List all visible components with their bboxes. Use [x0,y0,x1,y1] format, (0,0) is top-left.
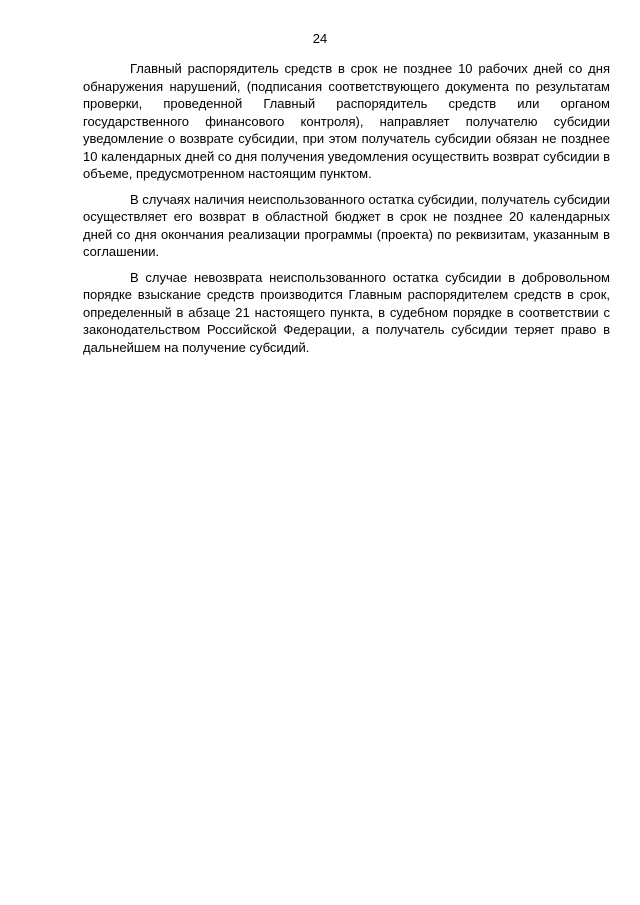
page-number: 24 [312,31,328,46]
document-body [83,60,610,364]
paragraph-unused-balance-return: В случаях наличия неиспользованного остатка субсидии, получатель субсидии осуществляет его возврат в областной бюджет в срок не позднее 20 календарных дней со дня окончания реализации программы (проекта) по реквизитам, указанным в соглашении. [83,191,610,259]
paragraph-court-recovery: В случае невозврата неиспользованного остатка субсидии в добровольном порядке взыскание средств производится Главным распорядителем средств в срок, определенный в абзаце 21 настоящего пункта, в судебном порядке в соответствии с законодательством Российской Федерации, а получатель субсидии теряет право в дальнейшем на получение субсидий. [83,269,610,355]
paragraph-subsidy-return-notice: Главный распорядитель средств в срок не позднее 10 рабочих дней со дня обнаружения нарушений, (подписания соответствующего документа по результатам проверки, проведенной Главный распорядитель средств или органом государственного финансового контроля), направляет получателю субсидии уведомление о возврате субсидии, при этом получатель субсидии обязан не позднее 10 календарных дней со дня получения уведомления осуществить возврат субсидии в объеме, предусмотренном настоящим пунктом. [83,61,611,181]
